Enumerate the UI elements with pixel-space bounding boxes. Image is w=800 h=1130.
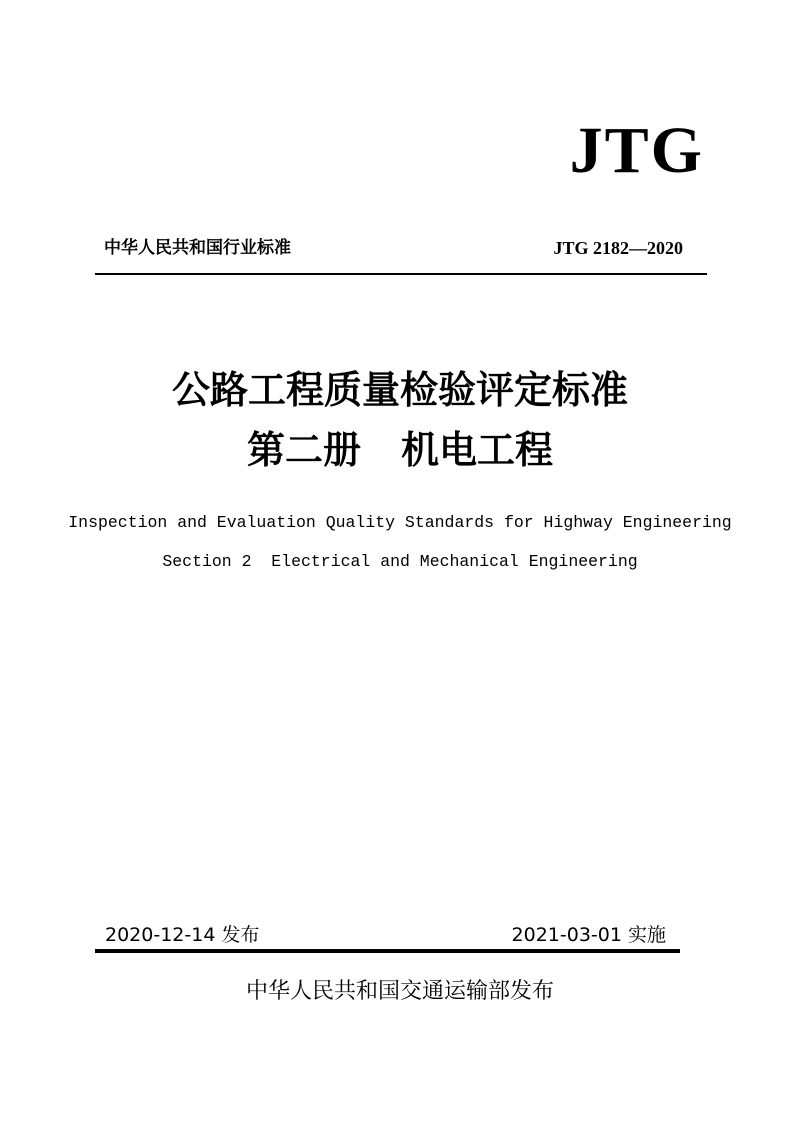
standard-code: JTG 2182—2020 <box>553 238 683 258</box>
header-divider <box>95 273 707 275</box>
volume-subject: 机电工程 <box>401 427 554 472</box>
title-en-line2: Section 2 Electrical and Mechanical Engineering <box>162 552 638 571</box>
footer-divider <box>95 949 680 953</box>
effective-date: 2021-03-01 实施 <box>511 924 666 946</box>
title-en-line1: Inspection and Evaluation Quality Standards for Highway Engineering <box>68 513 732 532</box>
title-cn-line2 <box>0 427 800 473</box>
industry-standard-label: 中华人民共和国行业标准 <box>104 238 291 258</box>
jtg-logo: JTG <box>569 114 704 187</box>
title-cn-line1: 公路工程质量检验评定标准 <box>171 367 628 412</box>
issue-date: 2020-12-14 发布 <box>105 924 260 946</box>
volume-label: 第二册 <box>246 427 361 472</box>
publisher: 中华人民共和国交通运输部发布 <box>245 979 554 1004</box>
